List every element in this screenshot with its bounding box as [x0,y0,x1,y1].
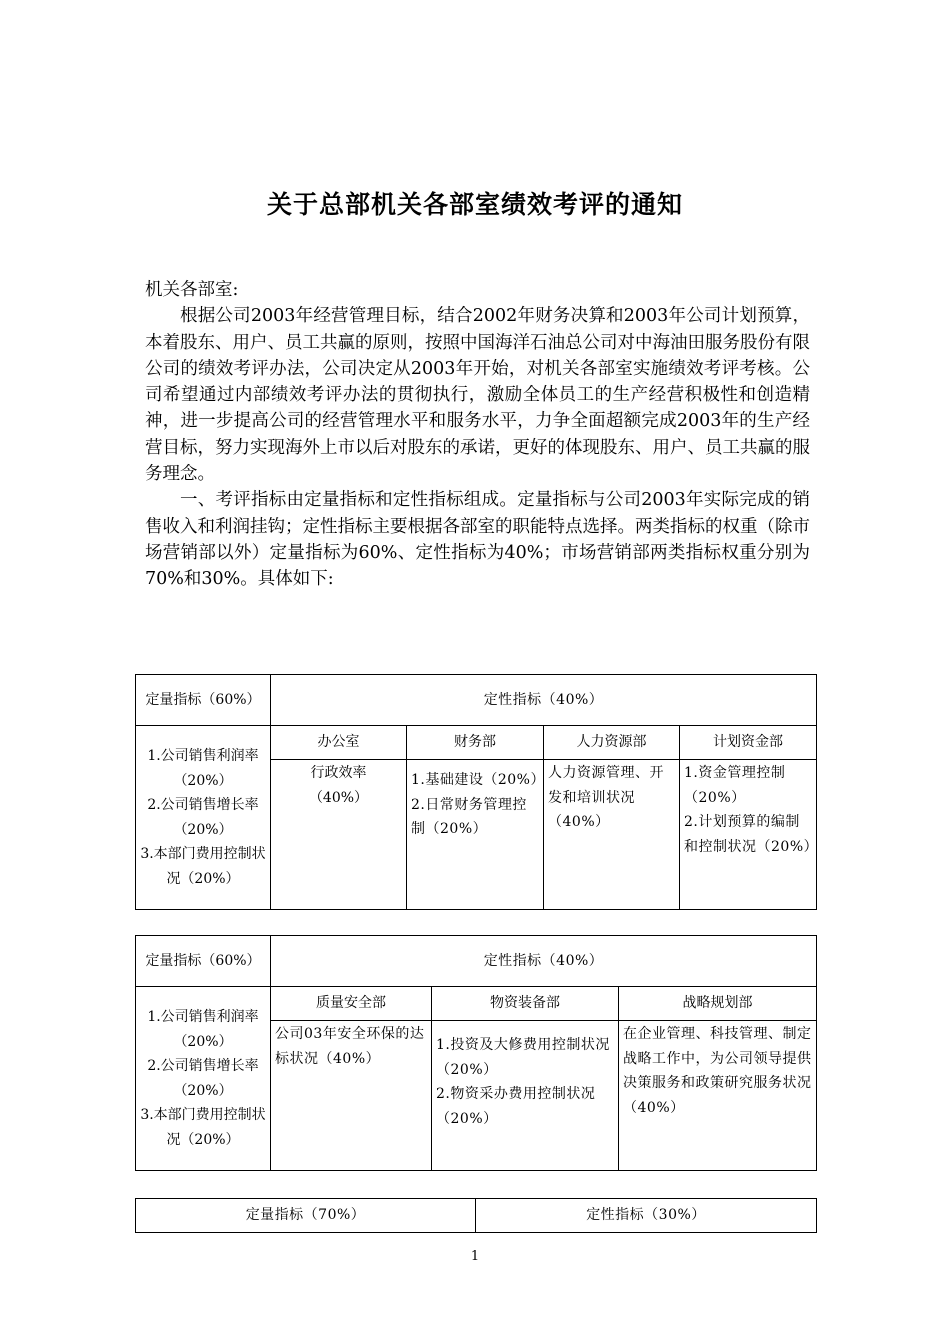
quant-item: 3.本部门费用控制状况（20%） [140,846,266,887]
indicator-line: 人力资源管理、开发和培训状况（40%） [548,765,664,830]
indicator-line: 1.基础建设（20%） [411,772,545,788]
dept-indicator [407,760,544,910]
indicator-line: 1.资金管理控制（20%） [684,765,786,806]
quant-item: 1.公司销售利润率（20%） [147,748,259,789]
dept-header: 人力资源部 [544,726,680,760]
indicator-table-2 [135,935,817,1171]
page-number: 1 [470,1249,480,1264]
body-text [145,277,810,593]
dept-header: 计划资金部 [680,726,817,760]
quant-item: 2.公司销售增长率（20%） [147,797,259,838]
qual-header: 定性指标（40%） [271,675,817,726]
quant-header: 定量指标（60%） [136,675,271,726]
indicator-table-1 [135,674,817,910]
dept-header: 质量安全部 [271,987,432,1021]
quant-item: 2.公司销售增长率（20%） [147,1058,259,1099]
dept-header: 财务部 [407,726,544,760]
document-title: 关于总部机关各部室绩效考评的通知 [266,190,683,219]
indicator-line: 2.计划预算的编制和控制状况（20%） [684,814,819,855]
paragraph-1: 根据公司2003年经营管理目标，结合2002年财务决算和2003年公司计划预算，本着股东、用户、员工共赢的原则，按照中国海洋石油总公司对中海油田服务股份有限公司的绩效考评办法，公司决定从2003年开始，对机关各部室实施绩效考评考核。公司希望通过内部绩效考评办法的贯彻执行，激励全体员工的生产经营积极性和创造精神，进一步提高公司的经营管理水平和服务水平，力争全面超额完成2003年的生产经营目标，努力实现海外上市以后对股东的承诺，更好的体现股东、用户、员工共赢的服务理念。 [145,306,810,485]
indicator-line: 行政效率 [310,765,367,781]
qual-header: 定性指标（40%） [271,936,817,987]
paragraph-2: 一、考评指标由定量指标和定性指标组成。定量指标与公司2003年实际完成的销售收入和利润挂钩；定性指标主要根据各部室的职能特点选择。两类指标的权重（除市场营销部以外）定量指标为60%、定性指标为40%；市场营销部两类指标权重分别为70%和30%。具体如下: [145,490,810,590]
dept-indicator [544,760,680,910]
indicator-line: 1.投资及大修费用控制状况（20%） [436,1037,610,1078]
indicator-line: （40%） [308,789,369,806]
indicator-line: 公司03年安全环保的达标状况（40%） [275,1026,425,1067]
indicator-line: 在企业管理、科技管理、制定战略工作中，为公司领导提供决策服务和政策研究服务状况（40%） [623,1026,812,1116]
quant-items [136,726,271,910]
indicator-table-3 [135,1198,817,1233]
qual-header: 定性指标（30%） [476,1199,817,1233]
dept-indicator [680,760,817,910]
quant-item: 3.本部门费用控制状况（20%） [140,1107,266,1148]
quant-item: 1.公司销售利润率（20%） [147,1009,259,1050]
dept-header: 办公室 [271,726,407,760]
dept-indicator [432,1021,619,1171]
dept-indicator [271,1021,432,1171]
indicator-line: 2.物资采办费用控制状况（20%） [436,1086,596,1127]
dept-header: 战略规划部 [619,987,817,1021]
quant-items [136,987,271,1171]
dept-header: 物资装备部 [432,987,619,1021]
quant-header: 定量指标（60%） [136,936,271,987]
dept-indicator [619,1021,817,1171]
indicator-line: 2.日常财务管理控制（20%） [411,796,527,837]
quant-header: 定量指标（70%） [136,1199,476,1233]
salutation: 机关各部室: [145,280,239,300]
dept-indicator [271,760,407,910]
